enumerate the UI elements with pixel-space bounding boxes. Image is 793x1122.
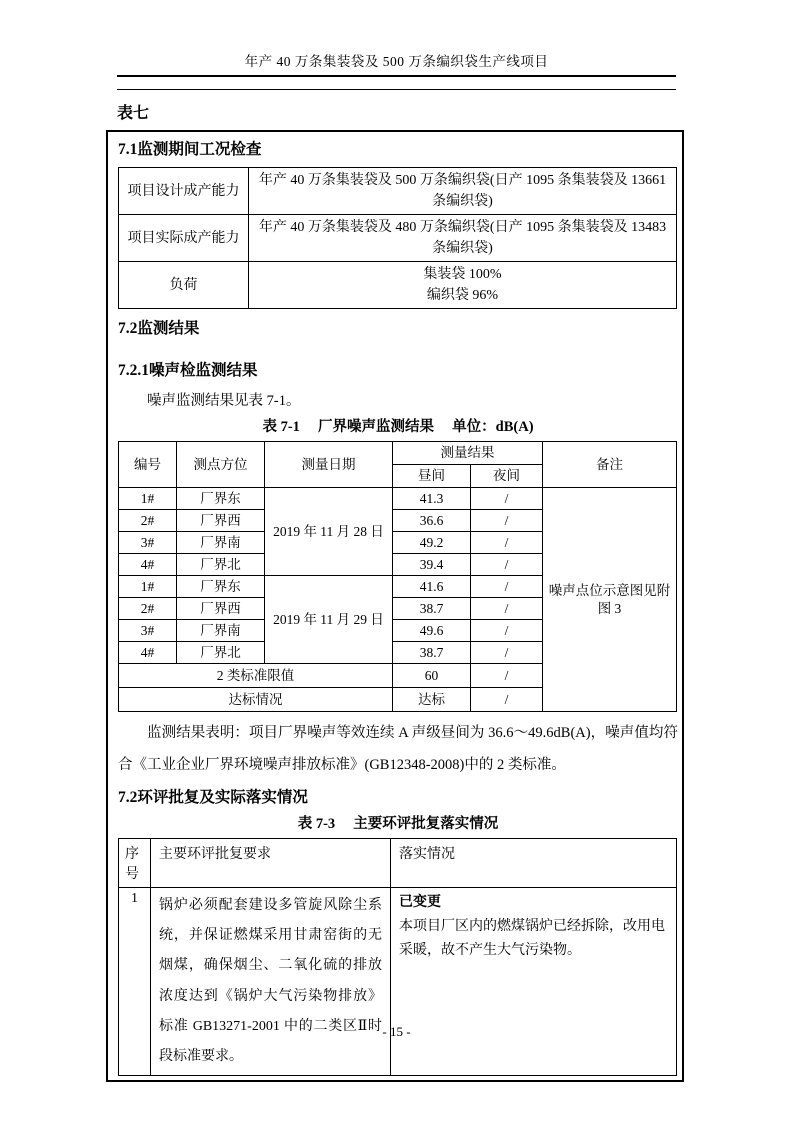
noise-night-value: / (471, 488, 543, 510)
col-header-day: 昼间 (393, 465, 471, 488)
header-rule-bottom (117, 89, 676, 90)
condition-row (119, 262, 677, 309)
noise-date-cell: 2019 年 11 月 29 日 (265, 576, 393, 664)
compliance-day-value: 达标 (393, 688, 471, 712)
compliance-label-cell: 达标情况 (119, 688, 393, 712)
approval-index-cell: 1 (119, 888, 151, 1076)
condition-label-cell: 项目实际成产能力 (119, 215, 249, 262)
noise-position-cell: 厂界北 (177, 554, 265, 576)
noise-position-cell: 厂界西 (177, 510, 265, 532)
noise-position-cell: 厂界南 (177, 532, 265, 554)
noise-day-value: 39.4 (393, 554, 471, 576)
condition-value-cell: 年产 40 万条集装袋及 500 万条编织袋(日产 1095 条集装袋及 13661 条编织袋) (249, 168, 677, 215)
noise-night-value: / (471, 532, 543, 554)
approval-table-caption: 表 7-3 主要环评批复落实情况 (297, 816, 499, 833)
noise-data-row (119, 488, 677, 510)
col-header-result: 测量结果 (393, 442, 543, 465)
doc-header-title: 年产 40 万条集装袋及 500 万条编织袋生产线项目 (244, 54, 549, 69)
noise-day-value: 49.2 (393, 532, 471, 554)
noise-id-cell: 2# (119, 598, 177, 620)
content-frame (106, 130, 684, 1082)
condition-label-cell: 负荷 (119, 262, 249, 309)
col-header-requirement: 主要环评批复要求 (151, 839, 391, 888)
limit-night-value: / (471, 664, 543, 688)
noise-id-cell: 2# (119, 510, 177, 532)
noise-night-value: / (471, 554, 543, 576)
noise-night-value: / (471, 620, 543, 642)
noise-id-cell: 3# (119, 532, 177, 554)
impl-status-text: 已变更 (399, 895, 441, 911)
condition-value-cell (249, 262, 677, 309)
approval-requirement-cell: 锅炉必须配套建设多管旋风除尘系统，并保证燃煤采用甘肃窑街的无烟煤，确保烟尘、二氧化硫的排放浓度达到《锅炉大气污染物排放》标准 GB13271-2001 中的二类区Ⅱ时段标准要求。 (151, 888, 391, 1076)
col-header-implementation: 落实情况 (391, 839, 677, 888)
noise-position-cell: 厂界南 (177, 620, 265, 642)
load-value-line1: 集装袋 100% (423, 267, 502, 283)
noise-night-value: / (471, 598, 543, 620)
noise-remark-cell: 噪声点位示意图见附图 3 (543, 488, 677, 712)
page-body (106, 96, 686, 1082)
noise-day-value: 36.6 (393, 510, 471, 532)
limit-day-value: 60 (393, 664, 471, 688)
noise-id-cell: 4# (119, 642, 177, 664)
noise-position-cell: 厂界北 (177, 642, 265, 664)
noise-day-value: 49.6 (393, 620, 471, 642)
section-heading-7-2: 7.2监测结果 (118, 320, 200, 338)
noise-night-value: / (471, 642, 543, 664)
noise-id-cell: 3# (119, 620, 177, 642)
condition-value-cell: 年产 40 万条集装袋及 480 万条编织袋(日产 1095 条集装袋及 13483 条编织袋) (249, 215, 677, 262)
noise-day-value: 41.3 (393, 488, 471, 510)
doc-header (117, 50, 676, 90)
noise-position-cell: 厂界西 (177, 598, 265, 620)
section-heading-approval: 7.2环评批复及实际落实情况 (118, 788, 308, 806)
approval-impl-cell (391, 888, 677, 1076)
noise-id-cell: 1# (119, 576, 177, 598)
noise-position-cell: 厂界东 (177, 576, 265, 598)
noise-id-cell: 1# (119, 488, 177, 510)
approval-table (118, 838, 677, 1076)
col-header-remark: 备注 (543, 442, 677, 488)
noise-night-value: / (471, 510, 543, 532)
col-header-night: 夜间 (471, 465, 543, 488)
noise-table (118, 441, 677, 712)
noise-table-caption: 表 7-1 厂界噪声监测结果 单位：dB(A) (262, 419, 534, 436)
noise-date-cell: 2019 年 11 月 28 日 (265, 488, 393, 576)
col-header-index: 序号 (119, 839, 151, 888)
compliance-night-value: / (471, 688, 543, 712)
noise-intro-text: 噪声监测结果见表 7-1。 (147, 393, 301, 410)
table-seven-label: 表七 (117, 105, 150, 122)
col-header-id: 编号 (119, 442, 177, 488)
load-value-line2: 编织袋 96% (426, 288, 499, 304)
limit-label-cell: 2 类标准限值 (119, 664, 393, 688)
noise-day-value: 38.7 (393, 598, 471, 620)
condition-row (119, 168, 677, 215)
approval-header-row (119, 839, 677, 888)
noise-night-value: / (471, 576, 543, 598)
col-header-date: 测量日期 (265, 442, 393, 488)
noise-day-value: 38.7 (393, 642, 471, 664)
noise-day-value: 41.6 (393, 576, 471, 598)
condition-row (119, 215, 677, 262)
header-rule-top (117, 75, 676, 77)
condition-label-cell: 项目设计成产能力 (119, 168, 249, 215)
impl-detail-text: 本项目厂区内的燃煤锅炉已经拆除，改用电采暖，故不产生大气污染物。 (399, 919, 665, 958)
condition-table (118, 167, 677, 309)
noise-header-row (119, 442, 677, 465)
approval-data-row (119, 888, 677, 1076)
section-heading-7-1: 7.1监测期间工况检查 (118, 141, 262, 158)
noise-id-cell: 4# (119, 554, 177, 576)
col-header-position: 测点方位 (177, 442, 265, 488)
conclusion-paragraph: 监测结果表明：项目厂界噪声等效连续 A 声级昼间为 36.6～49.6dB(A)，噪声值均符合《工业企业厂界环境噪声排放标准》(GB12348-2008)中的 2 类标准。 (118, 725, 678, 774)
noise-position-cell: 厂界东 (177, 488, 265, 510)
page-number-footer: - 15 - (382, 1024, 411, 1039)
section-heading-7-2-1: 7.2.1噪声检监测结果 (118, 361, 258, 379)
